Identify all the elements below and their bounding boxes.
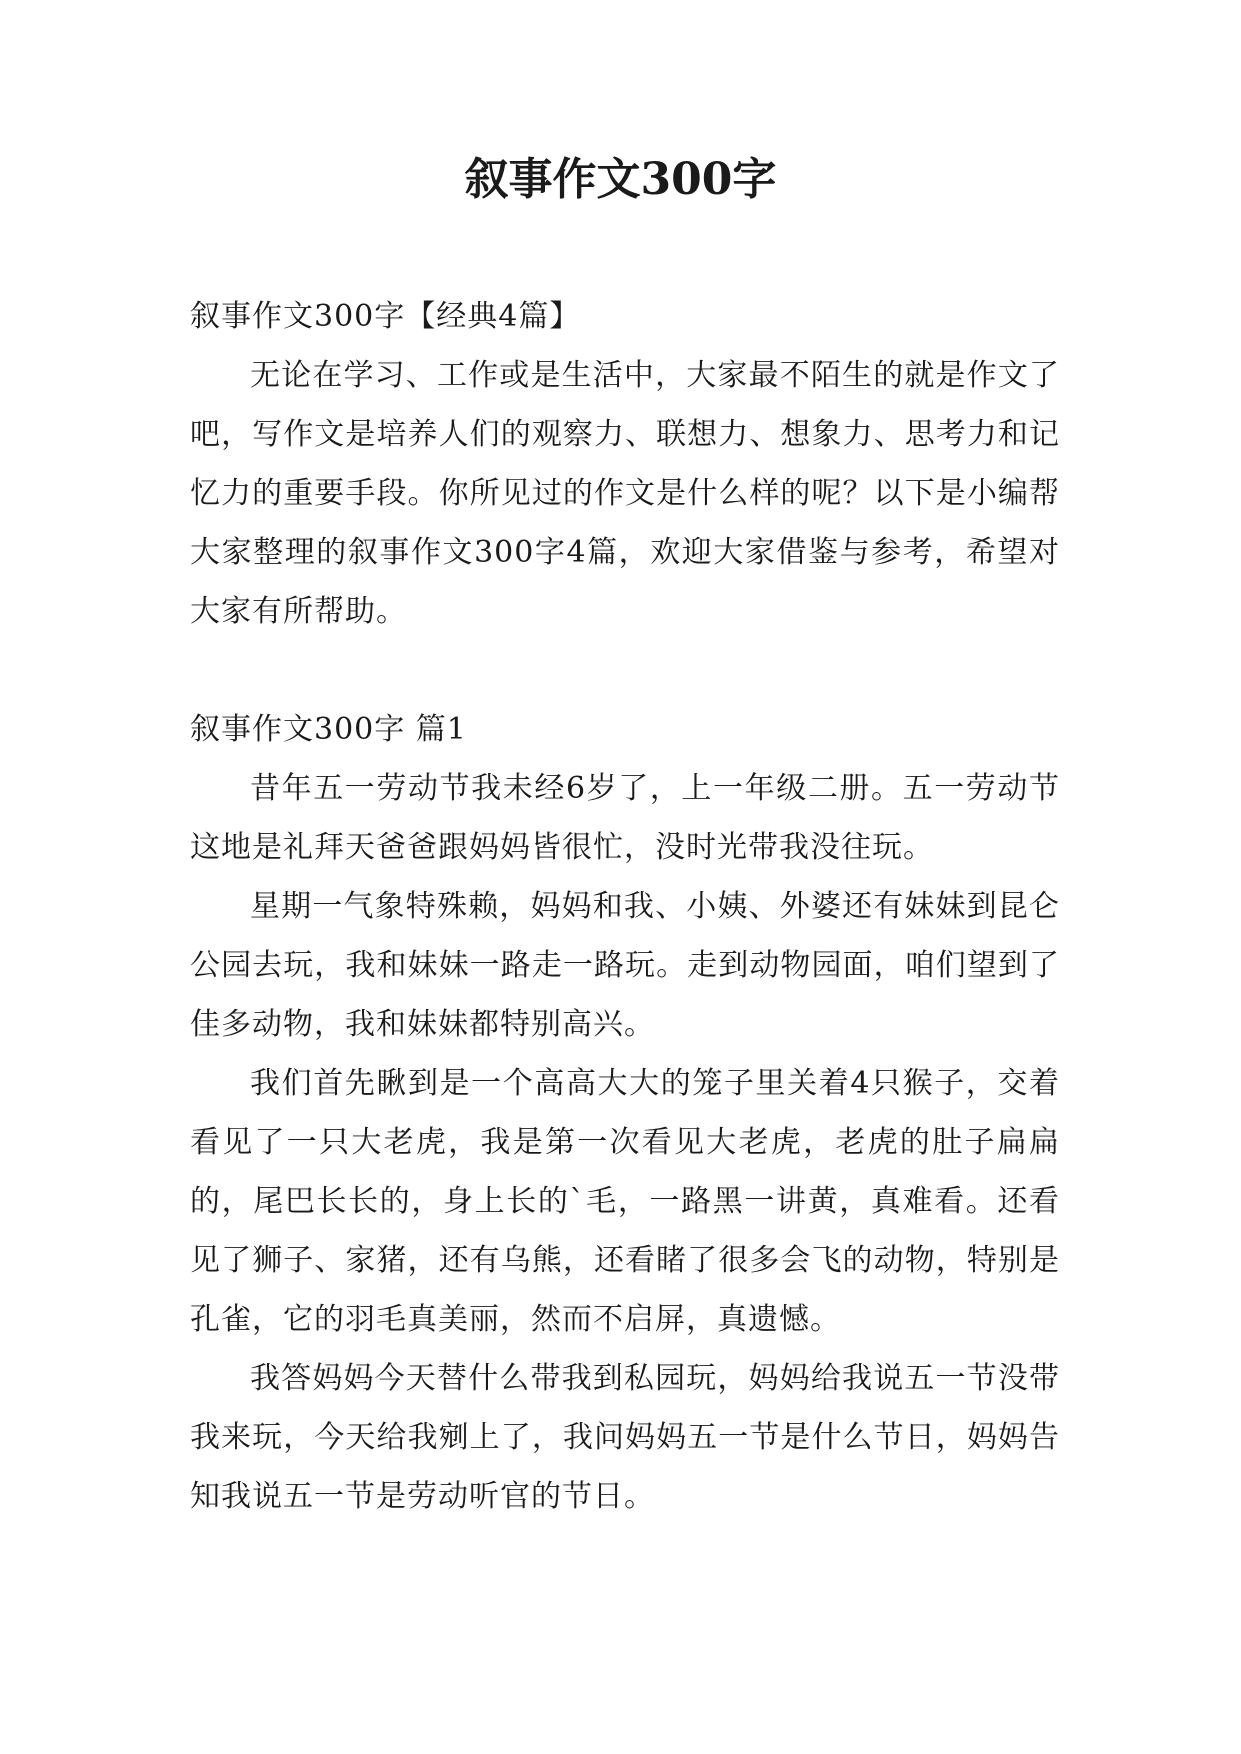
section-heading: 叙事作文300字 篇1 [190,712,467,747]
document-subtitle: 叙事作文300字【经典4篇】 [190,299,581,334]
paragraph: 我们首先瞅到是一个高高大大的笼子里关着4只猴子，交着看见了一只大老虎，我是第一次看见大老虎，老虎的肚子扁扁的，尾巴长长的，身上长的`毛，一路黑一讲黄，真难看。还看见了狮子、家猪，还有乌熊，还看睹了很多会飞的动物，特别是孔雀，它的羽毛真美丽，然而不启屏，真遗憾。 [190,1066,1060,1337]
section-gap [190,641,1060,700]
paragraph: 昔年五一劳动节我未经6岁了，上一年级二册。五一劳动节这地是礼拜天爸爸跟妈妈皆很忙，没时光带我没往玩。 [190,771,1060,865]
document-title: 叙事作文300字 [464,154,777,205]
paragraph: 我答妈妈今天替什么带我到私园玩，妈妈给我说五一节没带我来玩，今天给我剜上了，我问妈妈五一节是什么节日，妈妈告知我说五一节是劳动听官的节日。 [190,1361,1060,1514]
paragraph: 星期一气象特殊赖，妈妈和我、小姨、外婆还有妹妹到昆仑公园去玩，我和妹妹一路走一路玩。走到动物园面，咱们望到了佳多动物，我和妹妹都特别高兴。 [190,889,1060,1042]
intro-paragraph: 无论在学习、工作或是生活中，大家最不陌生的就是作文了吧，写作文是培养人们的观察力、联想力、想象力、思考力和记忆力的重要手段。你所见过的作文是什么样的呢？以下是小编帮大家整理的叙事作文300字4篇，欢迎大家借鉴与参考，希望对大家有所帮助。 [190,358,1060,629]
document-body [190,287,1060,1526]
